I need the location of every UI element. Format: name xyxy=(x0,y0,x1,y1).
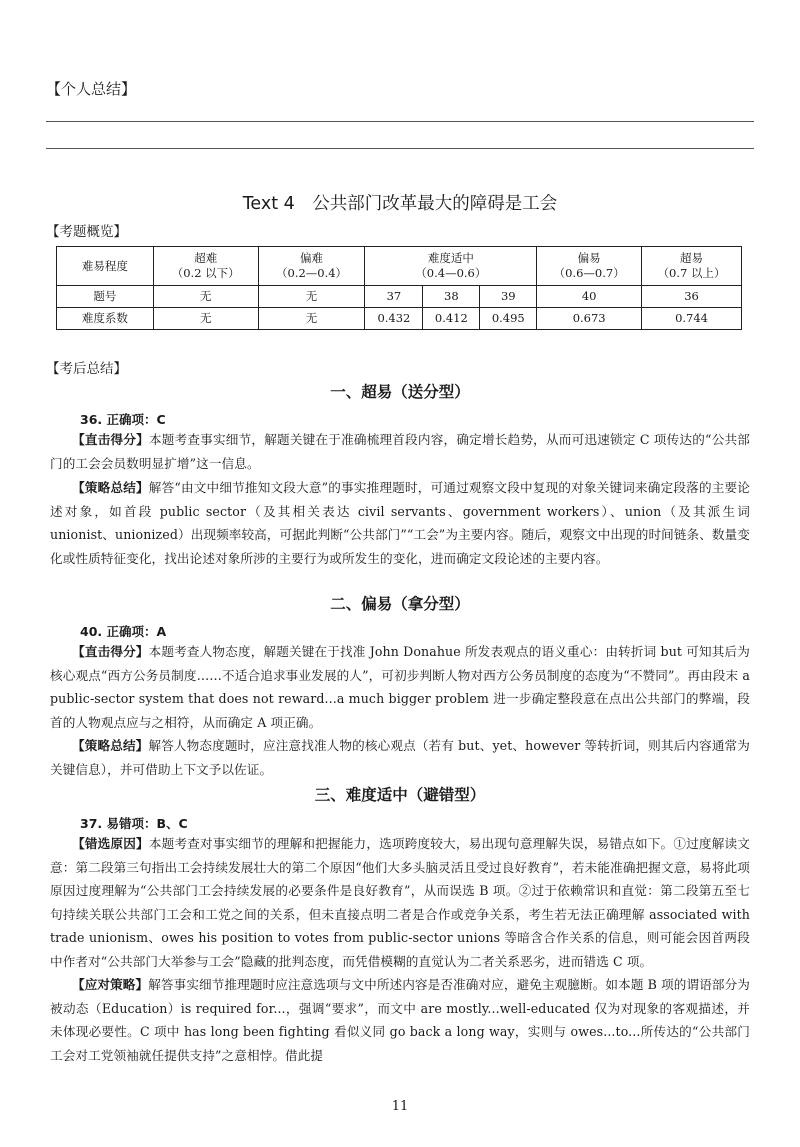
table-cell: 题号 xyxy=(57,286,154,308)
header-easy: 偏易 （0.6—0.7） xyxy=(537,247,642,286)
post-summary-label: 【考后总结】 xyxy=(46,361,127,377)
paragraph-text: 解答事实细节推理题时应注意选项与文中所述内容是否准确对应，避免主观臆断。如本题 B 项的谓语部分为被动态（Education）is required for...，强调“要求”，而文中 are mostly...well-educated 仅为对现象的客观描述，并未体现必要性。C 项中 has long been fighting 看似义同 go back a long way，实则与 owes...to...所传达的“公共部门工会对工党领袖就任提供支持”之意相悖。借此提 xyxy=(50,977,750,1063)
table-cell: 无 xyxy=(258,286,365,308)
header-very-easy: 超易 （0.7 以上） xyxy=(642,247,742,286)
header-medium: 难度适中 （0.4—0.6） xyxy=(365,247,537,286)
table-cell: 0.412 xyxy=(423,308,480,330)
paragraph-text: 解答“由文中细节推知文段大意”的事实推理题时，可通过观察文段中复现的对象关键词来确定段落的主要论述对象，如首段 public sector（及其相关表达 civil servants、government workers）、union（及其派生词 unionist、unionized）出现频率较高，可据此判断“公共部门”“工会”为主要内容。随后，观察文中出现的时间链条、数量变化或性质特征变化，找出论述对象所涉的主要行为或所发生的变化，进而确定文段论述的主要内容。 xyxy=(50,480,750,566)
table-cell: 无 xyxy=(153,286,258,308)
divider-line xyxy=(46,121,754,122)
paragraph-text: 解答人物态度题时，应注意找准人物的核心观点（若有 but、yet、however 等转折词，则其后内容通常为关键信息），并可借助上下文予以佐证。 xyxy=(50,738,750,777)
table-cell: 40 xyxy=(537,286,642,308)
table-cell: 难度系数 xyxy=(57,308,154,330)
table-cell: 无 xyxy=(153,308,258,330)
paragraph-key: 【直击得分】 xyxy=(72,432,149,447)
answer-line: 37. 易错项：B、C xyxy=(80,816,188,831)
paragraph-key: 【策略总结】 xyxy=(72,738,149,753)
paragraph-text: 本题考查人物态度，解题关键在于找准 John Donahue 所发表观点的语义重心：由转折词 but 可知其后为核心观点“西方公务员制度……不适合追求事业发展的人”，可初步判断人物对西方公务员制度的态度为“不赞同”。再由段末 a public-sector system that does not reward...a much bigger problem 进一步确定整段意在点出公共部门的弊端，段首的人物观点应与之相符，从而确定 A 项正确。 xyxy=(50,644,750,730)
page-number: 11 xyxy=(391,1099,409,1114)
table-cell: 0.432 xyxy=(365,308,423,330)
paragraph-key: 【直击得分】 xyxy=(72,644,149,659)
table-row xyxy=(57,286,742,308)
paragraph-key: 【应对策略】 xyxy=(72,977,149,992)
section-heading: 三、难度适中（避错型） xyxy=(314,786,486,804)
table-cell: 0.744 xyxy=(642,308,742,330)
table-cell: 37 xyxy=(365,286,423,308)
paragraph xyxy=(50,640,750,734)
overview-label: 【考题概览】 xyxy=(46,224,127,240)
paragraph-key: 【错选原因】 xyxy=(72,836,149,851)
section-heading: 二、偏易（拿分型） xyxy=(330,595,470,613)
paragraph xyxy=(50,476,750,570)
header-hard: 偏难 （0.2—0.4） xyxy=(258,247,365,286)
table-cell: 39 xyxy=(480,286,537,308)
paragraph-text: 本题考查事实细节，解题关键在于准确梳理首段内容，确定增长趋势，从而可迅速锁定 C 项传达的“公共部门的工会会员数明显扩增”这一信息。 xyxy=(50,432,750,471)
answer-line: 36. 正确项：C xyxy=(80,412,166,427)
page-title: Text 4 公共部门改革最大的障碍是工会 xyxy=(242,194,558,214)
table-cell: 0.673 xyxy=(537,308,642,330)
answer-line: 40. 正确项：A xyxy=(80,624,167,639)
paragraph xyxy=(50,973,750,1067)
paragraph xyxy=(50,428,750,475)
divider-line xyxy=(46,148,754,149)
paragraph-key: 【策略总结】 xyxy=(72,480,149,495)
header-very-hard: 超难 （0.2 以下） xyxy=(153,247,258,286)
table-row xyxy=(57,308,742,330)
table-cell: 38 xyxy=(423,286,480,308)
paragraph xyxy=(50,832,750,973)
table-cell: 36 xyxy=(642,286,742,308)
difficulty-table xyxy=(56,246,742,330)
section-heading: 一、超易（送分型） xyxy=(330,383,470,401)
paragraph xyxy=(50,734,750,781)
table-cell: 无 xyxy=(258,308,365,330)
paragraph-text: 本题考查对事实细节的理解和把握能力，选项跨度较大，易出现句意理解失误，易错点如下。①过度解读文意：第二段第三句指出工会持续发展壮大的第二个原因“他们大多头脑灵活且受过良好教育”，若未能准确把握文意，易将此项原因过度理解为“公共部门工会持续发展的必要条件是良好教育”，从而误选 B 项。②过于依赖常识和直觉：第二段第五至七句持续关联公共部门工会和工党之间的关系，但未直接点明二者是合作或竞争关系，考生若无法正确理解 associated with trade unionism、owes his position to votes from public-sector unions 等暗含合作关系的信息，则可能会因首两段中作者对“公共部门大举参与工会”隐藏的批判态度，而凭借模糊的直觉认为二者关系恶劣，进而错选 C 项。 xyxy=(50,836,750,969)
header-difficulty: 难易程度 xyxy=(57,247,154,286)
personal-summary-label: 【个人总结】 xyxy=(46,80,137,98)
table-cell: 0.495 xyxy=(480,308,537,330)
